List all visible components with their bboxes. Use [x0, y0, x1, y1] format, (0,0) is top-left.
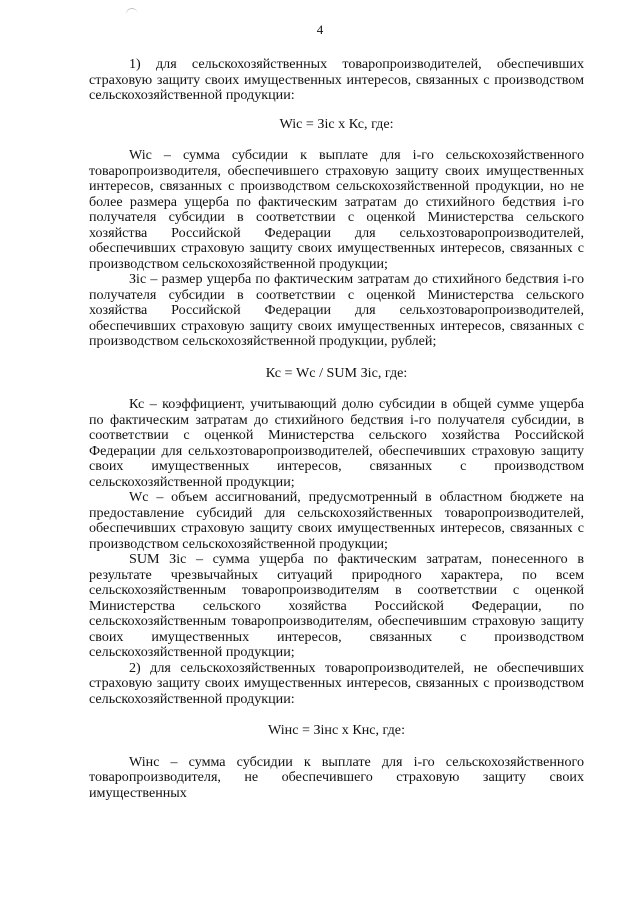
- paragraph-wins-definition: Wiнс – сумма субсидии к выплате для i-го сельскохозяйственного товаропроизводителя, не обеспечившего страховую защиту своих имущественных: [89, 753, 584, 801]
- paragraph-zic-definition: Зic – размер ущерба по фактическим затратам до стихийного бедствия i-го получателя субсидии в соответствии с оценкой Министерства сельского хозяйства Российской Федерации для сельхозтоваропроизводителей, обеспечивших страховую защиту своих имущественных интересов, связанных с производством сельскохозяйственной продукции, рублей;: [89, 271, 584, 349]
- document-body: [89, 57, 584, 801]
- paragraph-wc-definition: Wc – объем ассигнований, предусмотренный в областном бюджете на предоставление субсидий для сельскохозяйственных товаропроизводителей, обеспечивших страховую защиту своих имущественных интересов, связанных с производством сельскохозяйственной продукции;: [89, 489, 584, 552]
- paragraph-kc-definition: Кс – коэффициент, учитывающий долю субсидии в общей сумме ущерба по фактическим затратам до стихийного бедствия i-го получателя субсидии, в соответствии с оценкой Министерства сельского хозяйства Российской Федерации для сельхозтоваропроизводителей, обеспечивших страховую защиту своих имущественных интересов, связанных с производством сельскохозяйственной продукции;: [89, 396, 584, 490]
- paragraph-item-1: 1) для сельскохозяйственных товаропроизводителей, обеспечивших страховую защиту своих имущественных интересов, связанных с производством сельскохозяйственной продукции:: [89, 56, 584, 103]
- scan-mark: [125, 7, 139, 22]
- paragraph-item-2: 2) для сельскохозяйственных товаропроизводителей, не обеспечивших страховую защиту своих имущественных интересов, связанных с производством сельскохозяйственной продукции:: [89, 659, 584, 707]
- formula-wic: Wic = Зic x Кс, где:: [279, 115, 394, 132]
- page-number: 4: [316, 22, 324, 37]
- formula-wins: Wiнс = Зiнс x Кнс, где:: [268, 722, 405, 738]
- paragraph-wic-definition: Wic – сумма субсидии к выплате для i-го сельскохозяйственного товаропроизводителя, обеспечившего страховую защиту своих имущественных интересов, связанных с производством сельскохозяйственной продукции, но не более размера ущерба по фактическим затратам до стихийного бедствия i-го получателя субсидии в соответствии с оценкой Министерства сельского хозяйства Российской Федерации для сельхозтоваропроизводителей, обеспечивших страховую защиту своих имущественных интересов, связанных с производством сельскохозяйственной продукции;: [89, 147, 584, 272]
- formula-kc: Кс = Wс / SUM Зic, где:: [265, 364, 408, 381]
- paragraph-sum-definition: SUM Зic – сумма ущерба по фактическим затратам, понесенного в результате чрезвычайных ситуаций природного характера, по всем сельскохозяйственным товаропроизводителям в соответствии с оценкой Министерства сельского хозяйства Российской Федерации, по сельскохозяйственным товаропроизводителям, обеспечившим страховую защиту своих имущественных интересов, связанных с производством сельскохозяйственной продукции;: [89, 551, 584, 660]
